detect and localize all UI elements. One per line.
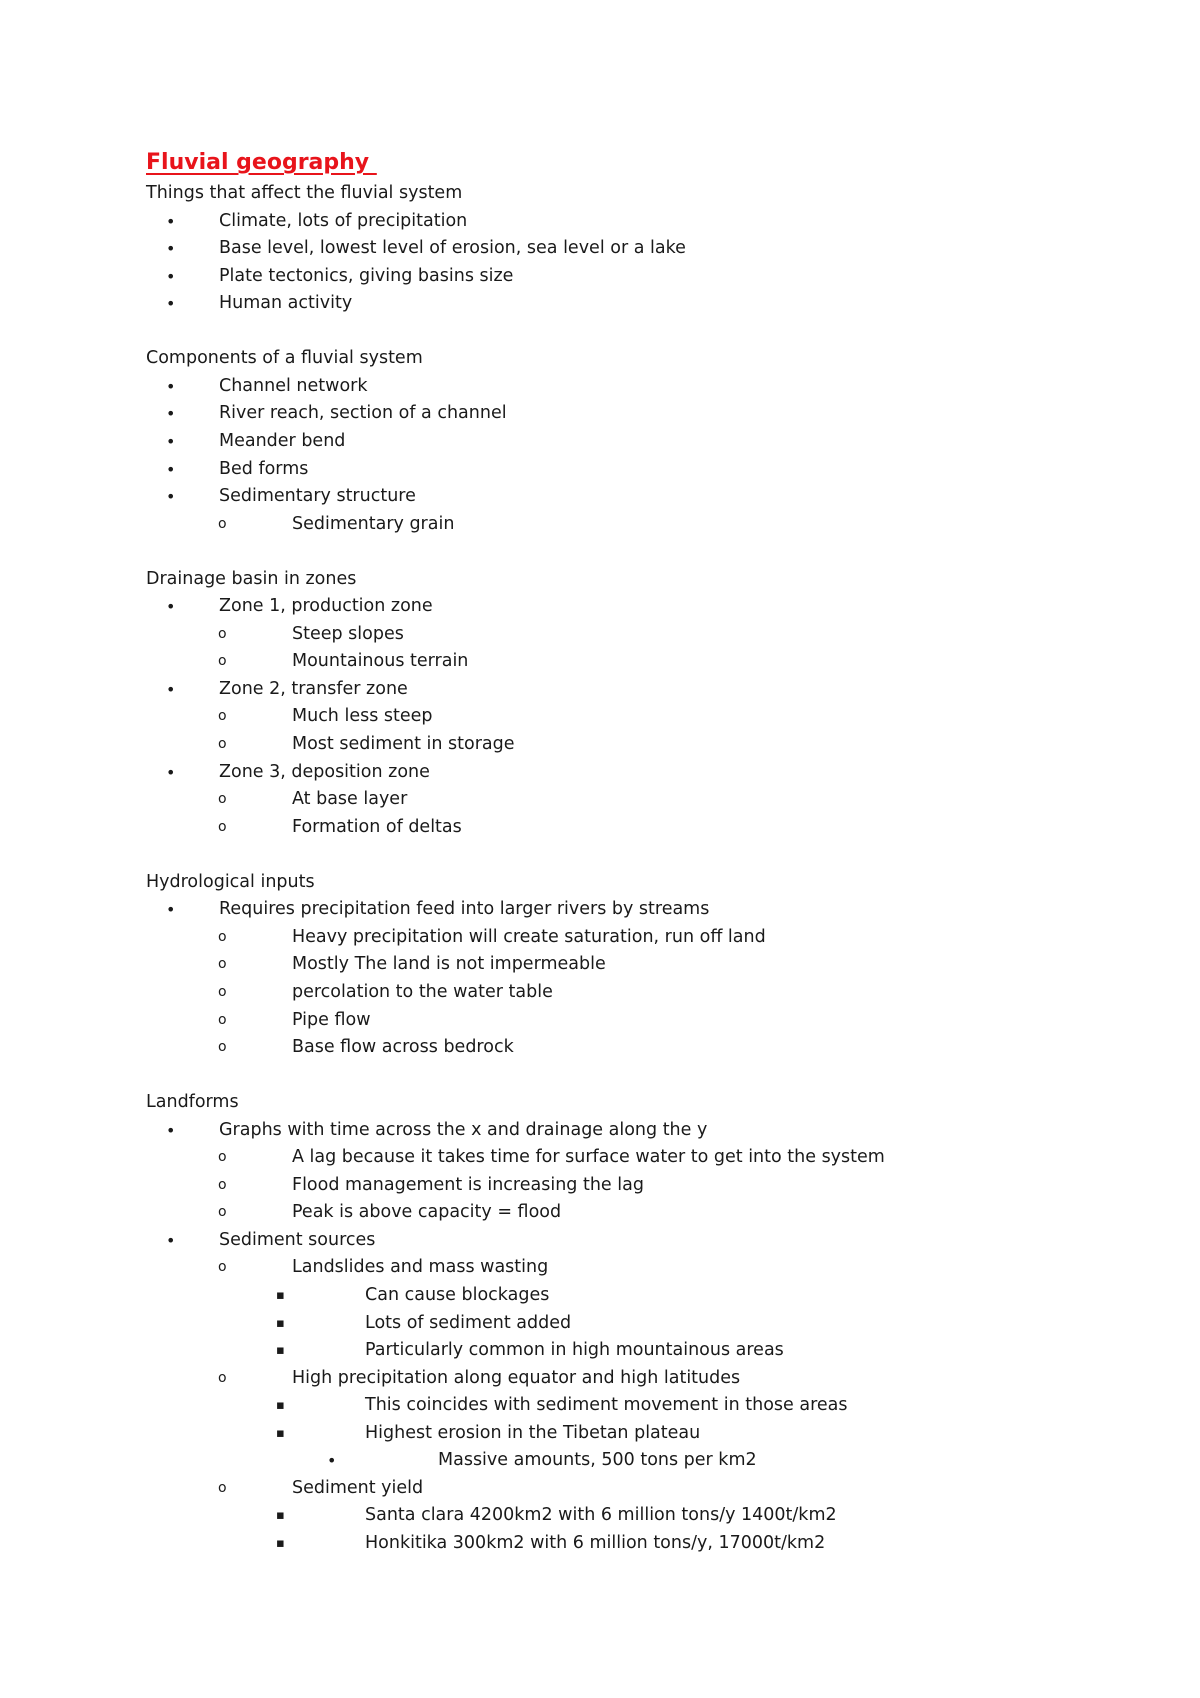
- bullet-marker: o: [218, 625, 227, 642]
- list-item: Zone 1, production zone: [219, 596, 433, 617]
- list-item: Santa clara 4200km2 with 6 million tons/y 1400t/km2: [365, 1505, 837, 1526]
- bullet-marker: •: [166, 376, 176, 396]
- bullet-marker: •: [166, 1120, 176, 1140]
- bullet-marker: •: [166, 597, 176, 617]
- bullet-marker: o: [218, 653, 227, 670]
- list-item: At base layer: [292, 789, 408, 810]
- bullet-marker: o: [218, 1039, 227, 1056]
- bullet-marker: ▪: [276, 1535, 285, 1551]
- bullet-marker: •: [166, 211, 176, 231]
- list-item: Mountainous terrain: [292, 651, 469, 672]
- list-item: Mostly The land is not impermeable: [292, 954, 606, 975]
- list-item: Landslides and mass wasting: [292, 1257, 549, 1278]
- bullet-marker: •: [327, 1451, 337, 1471]
- bullet-marker: o: [218, 791, 227, 808]
- list-item: Base level, lowest level of erosion, sea level or a lake: [219, 238, 686, 259]
- list-item: Base flow across bedrock: [292, 1037, 514, 1058]
- list-item: Highest erosion in the Tibetan plateau: [365, 1422, 701, 1443]
- bullet-marker: •: [166, 404, 176, 424]
- list-item: Zone 2, transfer zone: [219, 678, 408, 699]
- bullet-marker: •: [166, 762, 176, 782]
- bullet-marker: •: [166, 487, 176, 507]
- list-item: Climate, lots of precipitation: [219, 210, 468, 231]
- list-item: Peak is above capacity = flood: [292, 1202, 562, 1223]
- bullet-marker: o: [218, 983, 227, 1000]
- list-item: Channel network: [219, 375, 368, 396]
- list-item: Much less steep: [292, 706, 433, 727]
- list-item: Steep slopes: [292, 623, 404, 644]
- bullet-marker: o: [218, 515, 227, 532]
- list-item: Sediment yield: [292, 1477, 424, 1498]
- list-item: Honkitika 300km2 with 6 million tons/y, 17000t/km2: [365, 1532, 826, 1553]
- bullet-marker: o: [218, 928, 227, 945]
- list-item: Meander bend: [219, 430, 346, 451]
- section-heading: Drainage basin in zones: [146, 568, 357, 589]
- bullet-marker: ▪: [276, 1425, 285, 1441]
- bullet-marker: •: [166, 266, 176, 286]
- bullet-marker: ▪: [276, 1398, 285, 1414]
- list-item: Graphs with time across the x and drainage along the y: [219, 1119, 708, 1140]
- bullet-marker: •: [166, 431, 176, 451]
- list-item: Heavy precipitation will create saturation, run off land: [292, 926, 766, 947]
- bullet-marker: •: [166, 900, 176, 920]
- bullet-marker: ▪: [276, 1288, 285, 1303]
- bullet-marker: o: [218, 1259, 227, 1276]
- list-item: Zone 3, deposition zone: [219, 761, 430, 782]
- bullet-marker: •: [166, 239, 176, 259]
- bullet-marker: o: [218, 1176, 227, 1193]
- bullet-marker: o: [218, 1204, 227, 1221]
- bullet-marker: o: [218, 1479, 227, 1496]
- list-item: Plate tectonics, giving basins size: [219, 265, 514, 286]
- bullet-marker: ▪: [276, 1343, 285, 1359]
- list-item: Requires precipitation feed into larger rivers by streams: [219, 899, 710, 920]
- list-item: Most sediment in storage: [292, 734, 515, 754]
- list-item: Human activity: [219, 293, 353, 314]
- bullet-marker: o: [218, 736, 227, 752]
- bullet-marker: •: [166, 294, 176, 314]
- section-heading: Components of a fluvial system: [146, 348, 423, 369]
- list-item: This coincides with sediment movement in those areas: [365, 1395, 848, 1416]
- list-item: High precipitation along equator and high latitudes: [292, 1367, 741, 1388]
- list-item: Massive amounts, 500 tons per km2: [438, 1450, 757, 1471]
- list-item: Particularly common in high mountainous areas: [365, 1340, 784, 1361]
- bullet-marker: •: [166, 1230, 176, 1250]
- section-heading: Hydrological inputs: [146, 871, 315, 892]
- bullet-marker: o: [218, 1149, 227, 1166]
- list-item: percolation to the water table: [292, 981, 553, 1002]
- bullet-marker: o: [218, 1011, 227, 1028]
- bullet-marker: o: [218, 708, 227, 725]
- list-item: Can cause blockages: [365, 1285, 550, 1305]
- document-title: Fluvial geography: [146, 150, 377, 175]
- list-item: Sediment sources: [219, 1229, 376, 1250]
- bullet-marker: ▪: [276, 1508, 285, 1524]
- section-heading: Landforms: [146, 1092, 239, 1113]
- list-item: Pipe flow: [292, 1009, 371, 1030]
- section-heading: Things that affect the fluvial system: [146, 183, 463, 203]
- bullet-marker: o: [218, 818, 227, 835]
- list-item: Lots of sediment added: [365, 1312, 572, 1333]
- bullet-marker: o: [218, 1369, 227, 1386]
- bullet-marker: ▪: [276, 1315, 285, 1331]
- bullet-marker: •: [166, 679, 176, 699]
- list-item: Flood management is increasing the lag: [292, 1174, 644, 1195]
- list-item: Sedimentary structure: [219, 486, 416, 507]
- list-item: River reach, section of a channel: [219, 403, 507, 424]
- list-item: Sedimentary grain: [292, 513, 455, 534]
- bullet-marker: o: [218, 956, 227, 973]
- list-item: Formation of deltas: [292, 816, 462, 837]
- bullet-marker: •: [166, 459, 176, 479]
- list-item: A lag because it takes time for surface water to get into the system: [292, 1147, 885, 1168]
- list-item: Bed forms: [219, 458, 309, 479]
